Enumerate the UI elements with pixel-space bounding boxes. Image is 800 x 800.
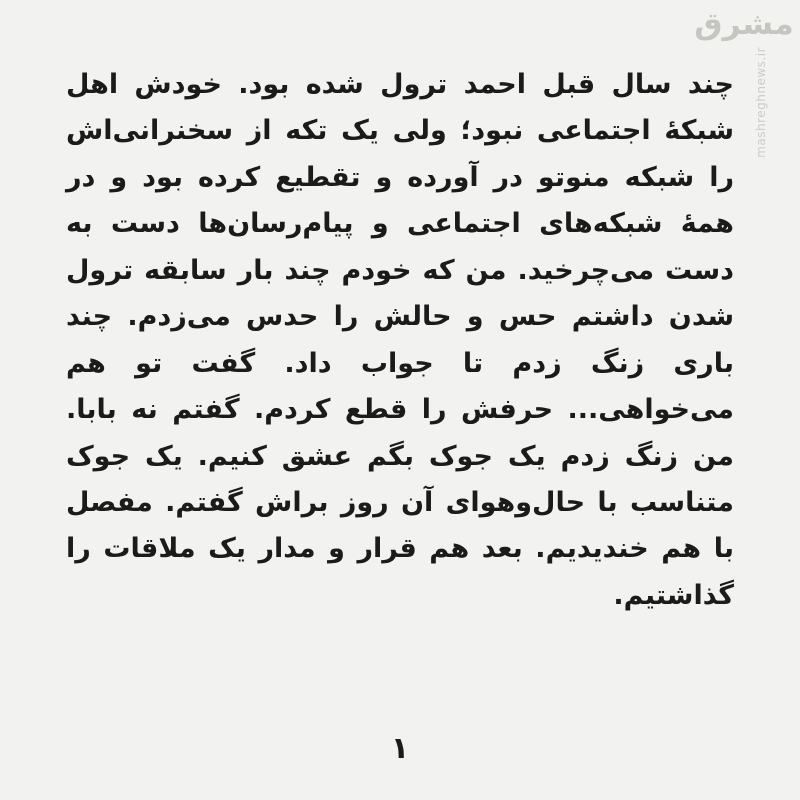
page-number: ۱ (390, 731, 410, 766)
page-body-text (66, 62, 734, 619)
watermark-url: mashreghnews.ir (753, 47, 768, 158)
watermark-logo: مشرق (694, 7, 794, 42)
body-paragraph: چند سال قبل احمد ترول شده بود. خودش اهل شبکهٔ اجتماعی نبود؛ ولی یک تکه از سخنرانی‌اش را شبکه منوتو در آورده و تقطیع کرده بود و در همهٔ شبکه‌های اجتماعی و پیام‌رسان‌ها دست به دست می‌چرخید. من که خودم چند بار سابقه ترول شدن داشتم حس و حالش را حدس می‌زدم. چند باری زنگ زدم تا جواب داد. گفت تو هم می‌خواهی... حرفش را قطع کردم. گفتم نه بابا. من زنگ زدم یک جوک بگم عشق کنیم. یک جوک متناسب با حال‌وهوای آن روز براش گفتم. مفصل با هم خندیدیم. بعد هم قرار و مدار یک ملاقات را گذاشتیم. (66, 69, 734, 611)
